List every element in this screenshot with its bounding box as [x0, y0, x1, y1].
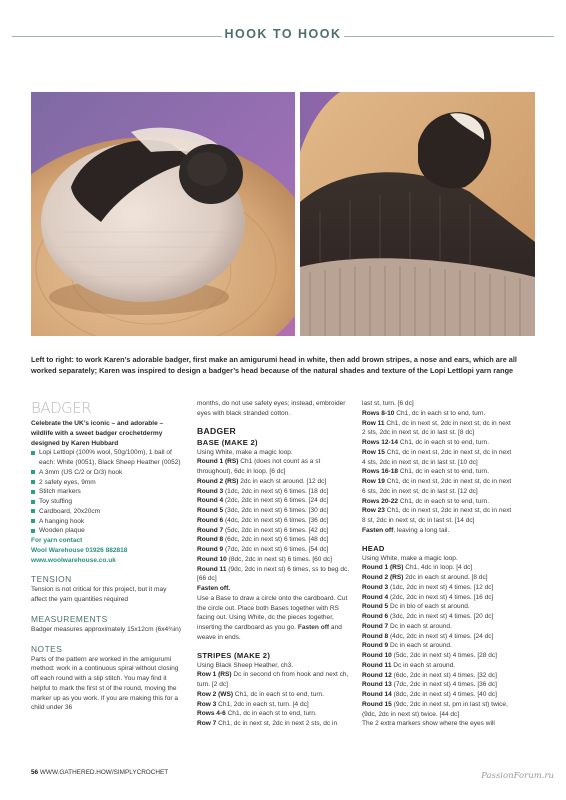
row-text: The 2 extra markers show where the eyes will: [362, 720, 495, 728]
row-label: Row 15: [362, 448, 385, 456]
pattern-row: [197, 670, 352, 690]
pattern-row: [197, 690, 352, 700]
pattern-row: [197, 719, 352, 729]
row-label: Rows 16-18: [362, 468, 399, 476]
column-materials: [31, 399, 181, 713]
row-label: Round 11: [197, 565, 227, 573]
row-label: Rows 20-22: [362, 497, 399, 505]
row-label: Round 5: [197, 507, 224, 514]
notes-text: Parts of the pattern are worked in the amigurumi method: work in a continuous spiral without closing off each round with a slip stitch. You may find it helpful to mark the first st of the round, moving the marker up as you work. If you are making this for a child under 36: [31, 655, 179, 712]
row-text: (7dc, 2dc in next st) 4 times. [36 dc]: [391, 681, 497, 689]
row-text: (3dc, 2dc in next st) 4 times. [20 dc]: [388, 613, 494, 620]
pattern-row: [197, 496, 352, 506]
pattern-row: [197, 584, 352, 594]
pattern-row: [197, 555, 352, 565]
row-text: Ch1, dc in next st, 2dc in next st, dc in next 8 st, 2dc in next st, dc in last st. [14 dc]: [362, 507, 512, 524]
pattern-row: [362, 641, 514, 651]
base-intro: Using White, make a magic loop.: [197, 448, 293, 456]
materials-list: [31, 448, 181, 536]
pattern-row: [362, 409, 514, 419]
row-text: (9dc, 2dc in next st) 6 times, ss to beg dc. [66 dc]: [197, 565, 350, 583]
pattern-row: [362, 661, 514, 671]
row-text: (6dc, 2dc in next st) 6 times. [48 dc]: [223, 536, 329, 544]
row-label: Round 13: [362, 681, 392, 689]
column-base-stripes: [197, 399, 352, 729]
footer: [31, 769, 168, 776]
pattern-row: [362, 573, 514, 583]
list-item: A hanging hook: [31, 517, 181, 527]
pattern-row: [362, 448, 514, 468]
measurements-text: Badger measures approximately 15x12cm (6x4¾in): [31, 625, 181, 633]
pattern-row: [362, 671, 514, 681]
row-label: Round 5: [362, 603, 389, 611]
row-label: Row 1 (RS): [197, 671, 232, 679]
row-text: (1dc, 2dc in next st) 4 times. [12 dc]: [388, 583, 494, 591]
row-label: Row 11: [362, 419, 385, 427]
row-label: Round 7: [197, 526, 224, 534]
pattern-row: [362, 506, 514, 526]
row-label: Round 10: [197, 555, 227, 563]
row-label: Round 1 (RS): [362, 564, 404, 572]
row-text: Ch1 (does not count as a st throughout), 6dc in loop. [6 dc]: [197, 458, 321, 475]
base-heading: BASE (MAKE 2): [197, 437, 258, 447]
contact-heading: For yarn contact: [31, 537, 83, 544]
row-label: Fasten off: [362, 526, 394, 534]
photo-caption: Left to right: to work Karen’s adorable badger, first make an amigurumi head in white, then add brown stripes, a nose and ears, which are all worked separately; Karen was inspired to design a badger’s head because of the natural shades and texture of the Lopi Lettlopi yarn range: [31, 355, 517, 375]
pattern-row: [362, 651, 514, 661]
row-text: Dc in each st around.: [388, 622, 452, 630]
row-text: (2dc, 2dc in next st) 6 times. [24 dc]: [223, 497, 329, 505]
list-item: Cardboard, 20x20cm: [31, 507, 181, 517]
head-intro: Using White, make a magic loop.: [362, 554, 458, 562]
row-text: (5dc, 2dc in next st) 6 times. [42 dc]: [223, 526, 329, 534]
row-text: Dc in second ch from hook and next ch, turn. [2 dc]: [197, 671, 349, 688]
stripes-continued-rows: [362, 399, 514, 536]
row-text: Ch1, dc in each st to end, turn.: [398, 439, 490, 446]
row-text: Ch1, dc in each st to end, turn.: [225, 710, 317, 718]
row-text: Dc in blo of each st around.: [388, 603, 470, 611]
pattern-row: [362, 583, 514, 593]
pattern-row: [362, 632, 514, 642]
row-text: 2dc in each st around. [8 dc]: [403, 574, 488, 581]
row-label: Round 12: [362, 671, 392, 679]
row-label: Rows 8-10: [362, 409, 395, 417]
pattern-row: [362, 690, 514, 700]
row-text: Ch1, dc in next st, 2dc in next st, dc in next 4 sts, 2dc in next st, dc in last st. [10 dc]: [362, 448, 512, 466]
row-label: Round 3: [197, 487, 224, 495]
pattern-row: [362, 467, 514, 477]
row-label: Round 10: [362, 652, 392, 659]
pattern-intro: Celebrate the UK’s iconic – and adorable – wildlife with a sweet badger crochetdermy designed by Karen Hubbard: [31, 420, 164, 447]
row-text: Ch1, dc in each st to end, turn.: [398, 468, 490, 476]
row-text: Dc in each st around.: [388, 642, 452, 650]
row-label: Round 6: [197, 516, 224, 524]
row-label: Row 2 (WS): [197, 690, 234, 698]
row-text: (6dc, 2dc in next st) 4 times. [32 dc]: [391, 671, 497, 679]
pattern-row: [197, 709, 352, 719]
row-label: Round 3: [362, 583, 389, 591]
row-label: Round 8: [362, 632, 389, 640]
row-label: Round 1 (RS): [197, 458, 239, 466]
pattern-row: [197, 506, 352, 516]
row-label: Round 7: [362, 622, 389, 630]
pattern-row: [197, 700, 352, 710]
pattern-row: [362, 700, 514, 720]
row-text: Ch1, dc in each st to end, turn.: [394, 409, 486, 417]
notes-continued: months, do not use safety eyes; instead, embroider eyes with black stranded cotton.: [197, 400, 346, 417]
pattern-row: [362, 602, 514, 612]
row-text: (4dc, 2dc in next st) 6 times. [36 dc]: [223, 516, 329, 524]
row-label: Round 8: [197, 536, 224, 544]
row-text: Ch1, dc in next st, 2dc in next st, dc in next 2 sts, 2dc in next st, dc in last st. [8 dc]: [362, 419, 511, 437]
section-title: HOOK TO HOOK: [224, 27, 342, 41]
row-label: Rows 4-6: [197, 710, 226, 718]
badger-heading: BADGER: [197, 425, 237, 436]
list-item: Toy stuffing: [31, 497, 181, 507]
pattern-row: [197, 565, 352, 585]
list-item: Lopi Lettlopi (100% wool, 50g/100m), 1 ball of each: White (0051), Black Sheep Heather (0052): [31, 448, 181, 468]
row-text: Ch1, 2dc in each st, turn. [4 dc]: [216, 700, 309, 708]
pattern-row: [362, 399, 514, 409]
pattern-row: [197, 477, 352, 487]
row-text: (3dc, 2dc in next st) 6 times. [30 dc]: [223, 507, 329, 514]
row-text: Ch1, dc in next st, 2dc in next 2 sts, dc in: [216, 720, 338, 727]
row-text: (4dc, 2dc in next st) 4 times. [24 dc]: [388, 632, 494, 640]
stripes-heading: STRIPES (MAKE 2): [197, 650, 271, 660]
head-rows: [362, 563, 514, 729]
badger-ear-closeup-photo: [300, 92, 535, 336]
row-text: Ch1, 4dc in loop. [4 dc]: [403, 564, 473, 572]
base-rows: [197, 457, 352, 594]
row-text: (1dc, 2dc in next st) 6 times. [18 dc]: [223, 487, 329, 495]
row-label: Round 4: [362, 593, 389, 601]
row-text: (8dc, 2dc in next st) 4 times. [40 dc]: [391, 691, 497, 698]
row-label: Round 14: [362, 691, 392, 698]
head-heading: HEAD: [362, 543, 385, 553]
pattern-title: BADGER: [31, 399, 92, 417]
contact-line: Wool Warehouse 01926 882818: [31, 546, 128, 554]
measurements-heading: MEASUREMENTS: [31, 613, 108, 624]
row-text: , leaving a long tail.: [393, 526, 450, 534]
row-text: (7dc, 2dc in next st) 6 times. [54 dc]: [223, 546, 329, 553]
row-label: Round 2 (RS): [362, 574, 404, 581]
row-text: (8dc, 2dc in next st) 6 times. [60 dc]: [226, 555, 332, 563]
stripes-rows: [197, 670, 352, 729]
row-label: Rows 12-14: [362, 439, 399, 446]
pattern-row: [362, 419, 514, 439]
page-number: 56: [31, 769, 39, 776]
list-item: 2 safety eyes, 9mm: [31, 478, 181, 488]
notes-heading: NOTES: [31, 643, 63, 654]
row-label: Round 9: [197, 546, 224, 553]
tension-heading: TENSION: [31, 574, 72, 585]
row-text: Ch1, dc in next st, 2dc in next st, dc in next 6 sts, 2dc in next st, dc in last st. [12 dc]: [362, 478, 512, 495]
pattern-row: [362, 680, 514, 690]
pattern-row: [362, 526, 514, 536]
row-label: Round 15: [362, 700, 392, 708]
row-label: Round 9: [362, 642, 389, 650]
pattern-row: [362, 563, 514, 573]
list-item: A 3mm (US C/2 or D/3) hook: [31, 468, 181, 478]
row-label: Round 6: [362, 613, 389, 620]
pattern-row: [197, 535, 352, 545]
pattern-row: [197, 516, 352, 526]
contact-url-link[interactable]: www.woolwarehouse.co.uk: [31, 556, 116, 564]
base-finish: Use a Base to draw a circle onto the cardboard. Cut the circle out. Place both Bases together with RS facing out. Using White, dc the pieces together, inserting the cardboard as you go. Fasten off and weave in ends.: [197, 594, 348, 641]
pattern-row: [197, 545, 352, 555]
row-label: Round 4: [197, 497, 224, 505]
row-label: Round 11: [362, 661, 392, 669]
column-stripes-head: [362, 399, 514, 729]
row-label: Row 19: [362, 478, 385, 485]
row-label: Fasten off.: [197, 585, 231, 592]
pattern-row: [362, 622, 514, 632]
row-text: (9dc, 2dc in next st, pm in last st) twice, (9dc, 2dc in next st) twice. [44 dc]: [362, 700, 508, 718]
row-label: Row 3: [197, 700, 217, 708]
stripes-intro: Using Black Sheep Heather, ch3.: [197, 661, 294, 669]
row-text: Ch1, dc in each st to end, turn.: [233, 690, 324, 698]
pattern-row: [362, 593, 514, 603]
row-text: (5dc, 2dc in next st) 4 times. [28 dc]: [391, 652, 497, 659]
list-item: Wooden plaque: [31, 526, 181, 536]
row-text: 2dc in each st around. [12 dc]: [238, 477, 327, 485]
footer-site: WWW.GATHERED.HOW/SIMPLYCROCHET: [39, 769, 169, 776]
pattern-row: [362, 719, 514, 729]
pattern-row: [362, 497, 514, 507]
row-text: Ch1, dc in each st to end, turn.: [398, 497, 490, 505]
row-text: last st, turn. [6 dc]: [362, 400, 414, 407]
badger-head-photo: [31, 92, 295, 336]
pattern-row: [197, 487, 352, 497]
row-label: Round 2 (RS): [197, 477, 239, 485]
tension-text: Tension is not critical for this project, but it may affect the yarn quantities required: [31, 586, 167, 603]
pattern-row: [197, 526, 352, 536]
pattern-row: [362, 477, 514, 497]
row-label: Row 23: [362, 507, 385, 515]
pattern-row: [197, 457, 352, 477]
list-item: Stitch markers: [31, 487, 181, 497]
row-text: (2dc, 2dc in next st) 4 times. [16 dc]: [388, 593, 494, 601]
watermark: PassionForum.ru: [481, 771, 554, 781]
pattern-row: [362, 438, 514, 448]
row-text: Dc in each st around.: [391, 661, 456, 669]
pattern-row: [362, 612, 514, 622]
row-label: Row 7: [197, 720, 217, 727]
